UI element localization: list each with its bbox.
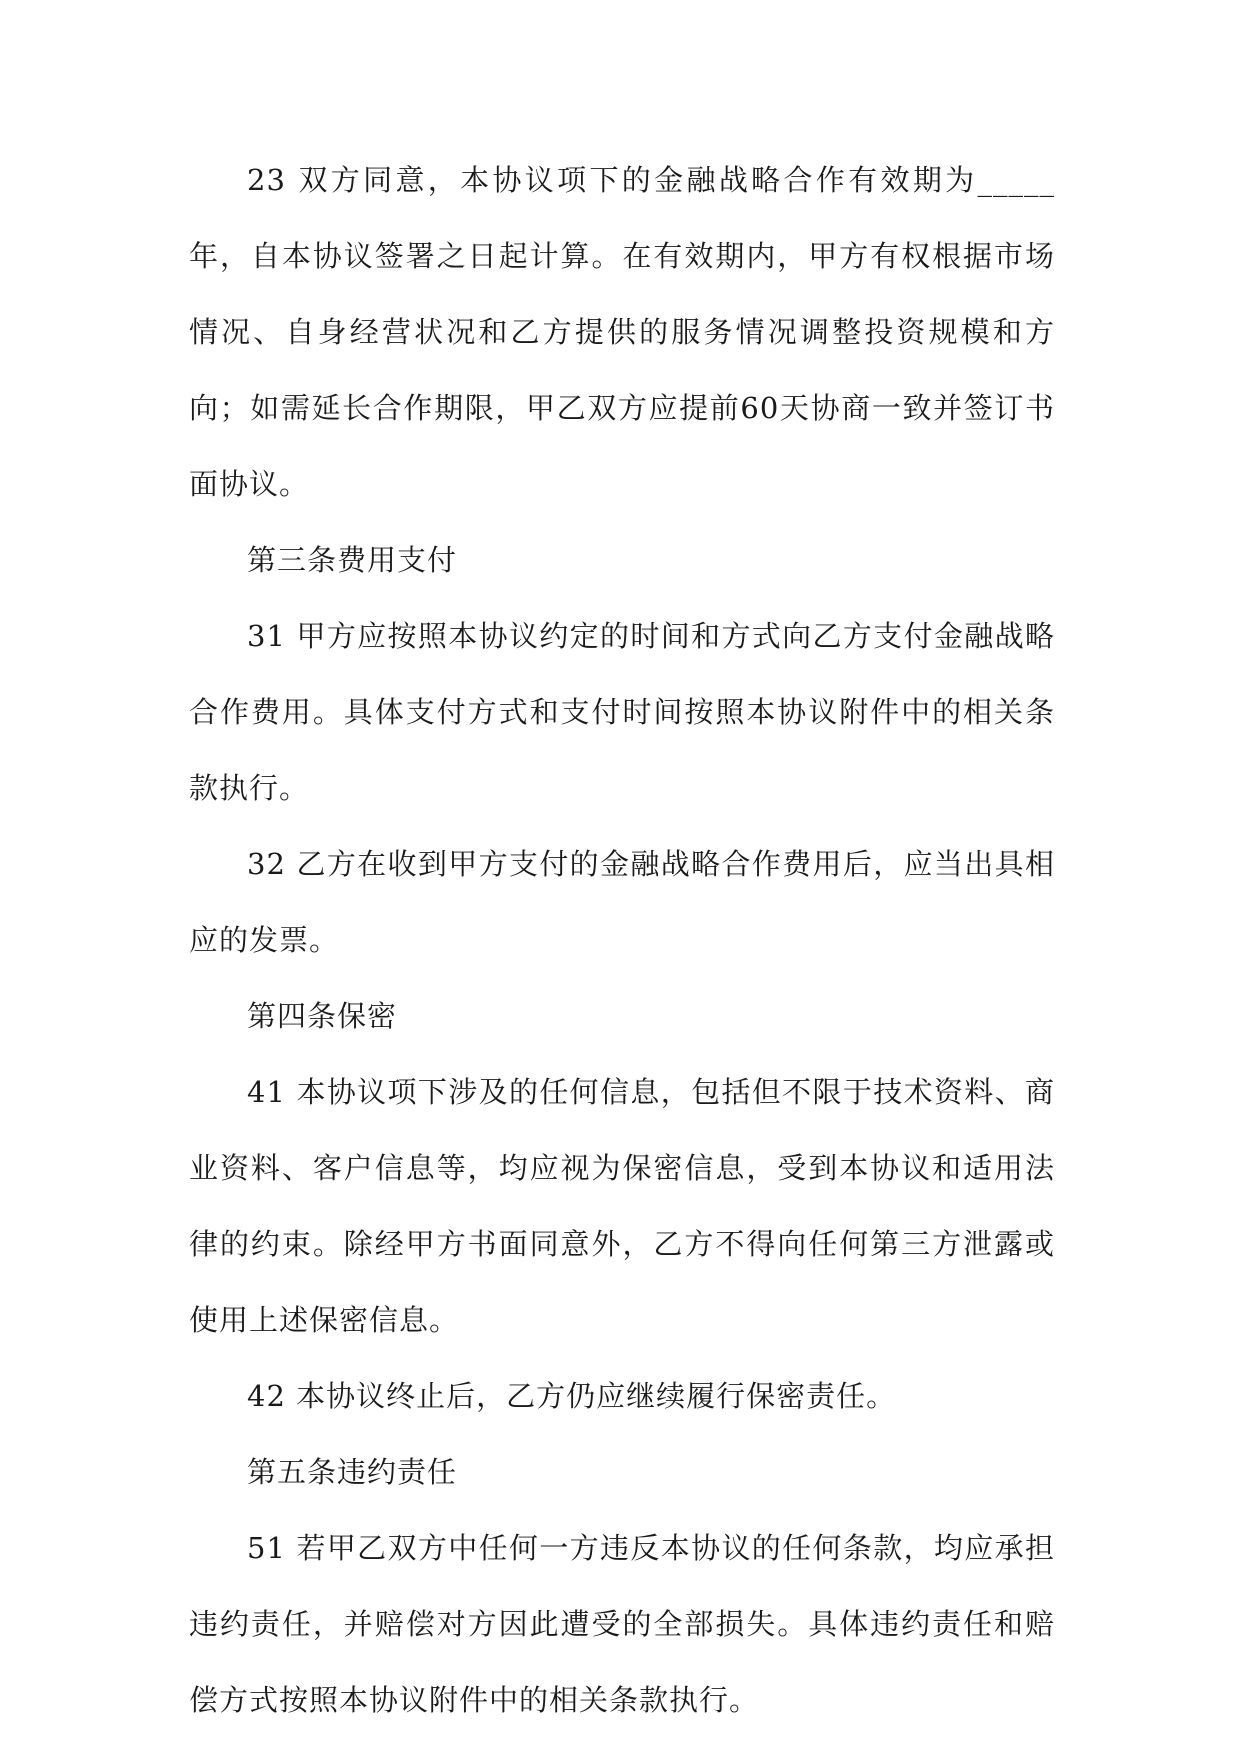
clause-3-1: 31 甲方应按照本协议约定的时间和方式向乙方支付金融战略合作费用。具体支付方式和支付时间按照本协议附件中的相关条款执行。	[189, 619, 1055, 805]
section-heading-3: 第三条费用支付	[247, 543, 458, 577]
clause-3-2: 32 乙方在收到甲方支付的金融战略合作费用后，应当出具相应的发票。	[189, 847, 1055, 957]
clause-5-1: 51 若甲乙双方中任何一方违反本协议的任何条款，均应承担违约责任，并赔偿对方因此遭受的全部损失。具体违约责任和赔偿方式按照本协议附件中的相关条款执行。	[189, 1531, 1055, 1717]
document-body	[189, 142, 1055, 1738]
section-heading-5: 第五条违约责任	[247, 1455, 458, 1489]
section-heading-4: 第四条保密	[247, 999, 398, 1033]
clause-2-3: 23 双方同意，本协议项下的金融战略合作有效期为_____年，自本协议签署之日起计算。在有效期内，甲方有权根据市场情况、自身经营状况和乙方提供的服务情况调整投资规模和方向；如需延长合作期限，甲乙双方应提前60天协商一致并签订书面协议。	[189, 163, 1055, 501]
clause-4-2: 42 本协议终止后，乙方仍应继续履行保密责任。	[247, 1379, 897, 1413]
clause-4-1: 41 本协议项下涉及的任何信息，包括但不限于技术资料、商业资料、客户信息等，均应视为保密信息，受到本协议和适用法律的约束。除经甲方书面同意外，乙方不得向任何第三方泄露或使用上述保密信息。	[189, 1075, 1055, 1337]
